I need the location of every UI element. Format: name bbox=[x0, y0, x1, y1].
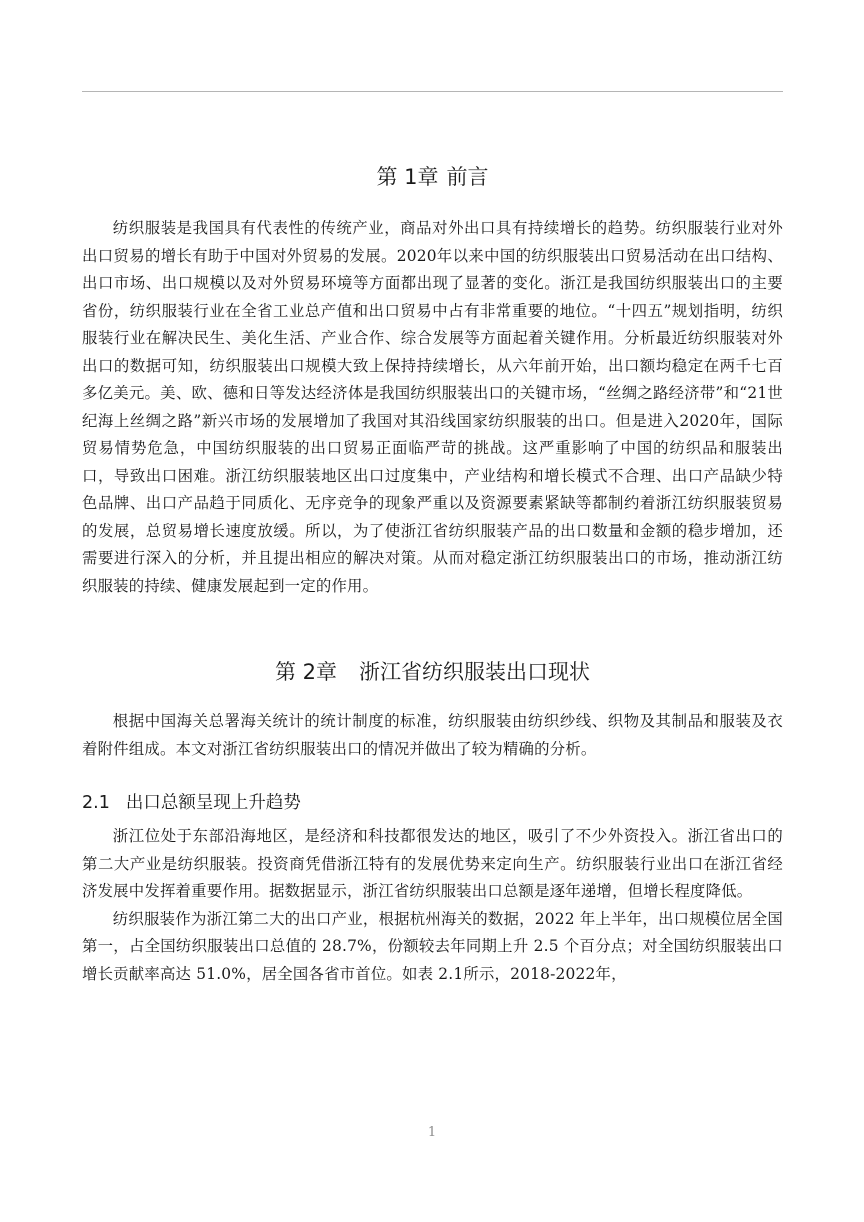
section-2-1-heading bbox=[82, 789, 783, 817]
chapter-1-heading bbox=[82, 162, 783, 192]
section-2-1-title: 出口总额呈现上升趋势 bbox=[125, 793, 301, 813]
chapter-2-number: 第 2章 bbox=[274, 660, 338, 684]
chapter-2-paragraph: 根据中国海关总署海关统计的统计制度的标准，纺织服装由纺织纱线、织物及其制品和服装及衣着附件组成。本文对浙江省纺织服装出口的情况并做出了较为精确的分析。 bbox=[82, 712, 783, 758]
header-rule bbox=[82, 91, 783, 92]
chapter-2-heading bbox=[82, 657, 783, 687]
section-2-1-paragraph-1: 浙江位处于东部沿海地区，是经济和科技都很发达的地区，吸引了不少外资投入。浙江省出口的第二大产业是纺织服装。投资商凭借浙江特有的发展优势来定向生产。纺织服装行业出口在浙江省经济发展中发挥着重要作用。据数据显示，浙江省纺织服装出口总额是逐年递增，但增长程度降低。 bbox=[82, 827, 783, 900]
chapter-1-paragraph: 纺织服装是我国具有代表性的传统产业，商品对外出口具有持续增长的趋势。纺织服装行业对外出口贸易的增长有助于中国对外贸易的发展。2020年以来中国的纺织服装出口贸易活动在出口结构、出口市场、出口规模以及对外贸易环境等方面都出现了显著的变化。浙江是我国纺织服装出口的主要省份，纺织服装行业在全省工业总产值和出口贸易中占有非常重要的地位。“十四五”规划指明，纺织服装行业在解决民生、美化生活、产业合作、综合发展等方面起着关键作用。分析最近纺织服装对外出口的数据可知，纺织服装出口规模大致上保持持续增长，从六年前开始，出口额均稳定在两千七百多亿美元。美、欧、德和日等发达经济体是我国纺织服装出口的关键市场，“丝绸之路经济带”和“21世纪海上丝绸之路”新兴市场的发展增加了我国对其沿线国家纺织服装的出口。但是进入2020年，国际贸易情势危急，中国纺织服装的出口贸易正面临严苛的挑战。这严重影响了中国的纺织品和服装出口，导致出口困难。浙江纺织服装地区出口过度集中，产业结构和增长模式不合理、出口产品缺少特色品牌、出口产品趋于同质化、无序竞争的现象严重以及资源要素紧缺等都制约着浙江纺织服装贸易的发展，总贸易增长速度放缓。所以，为了使浙江省纺织服装产品的出口数量和金额的稳步增加，还需要进行深入的分析，并且提出相应的解决对策。从而对稳定浙江纺织服装出口的市场，推动浙江纺织服装的持续、健康发展起到一定的作用。 bbox=[82, 219, 783, 595]
page-content bbox=[82, 162, 783, 988]
chapter-2-title: 浙江省纺织服装出口现状 bbox=[359, 660, 591, 684]
page-number: 1 bbox=[427, 1125, 437, 1140]
chapter-1-number: 第 1章 bbox=[376, 165, 439, 189]
chapter-1-title: 前言 bbox=[446, 165, 489, 189]
section-2-1-number: 2.1 bbox=[82, 793, 110, 813]
section-2-1-paragraph-2: 纺织服装作为浙江第二大的出口产业，根据杭州海关的数据，2022 年上半年，出口规模位居全国第一，占全国纺织服装出口总值的 28.7%，份额较去年同期上升 2.5 个百分点；对全国纺织服装出口增长贡献率高达 51.0%，居全国各省市首位。如表 2.1所示，2018-2022年， bbox=[82, 909, 783, 983]
